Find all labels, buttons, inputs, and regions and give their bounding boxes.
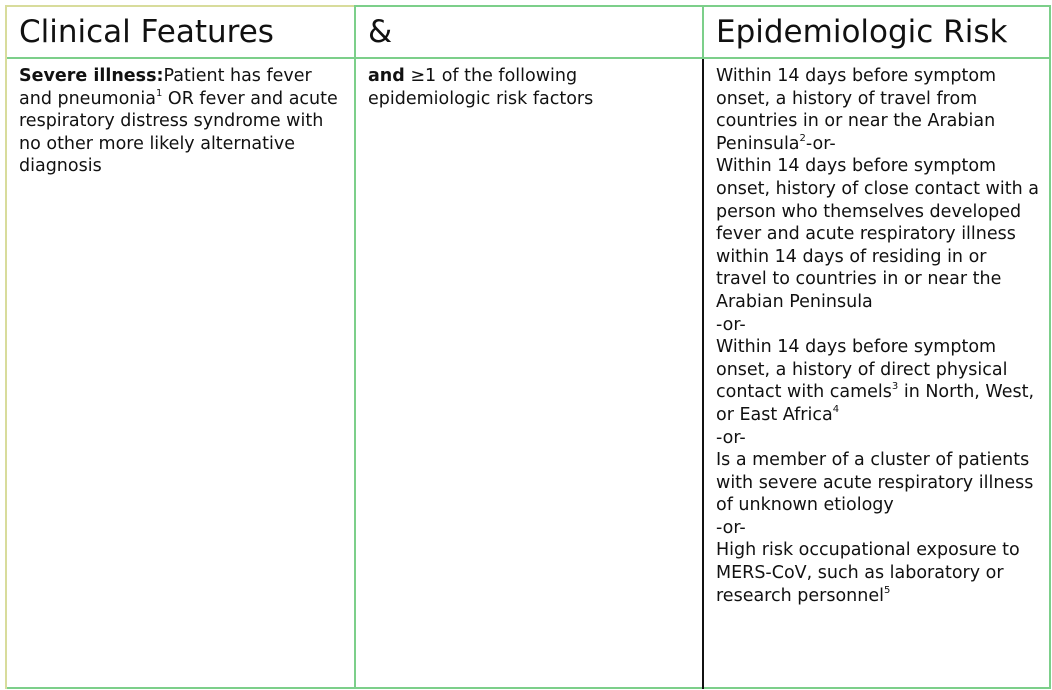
footnote-1: 1 [155, 87, 163, 99]
header-ampersand: & [368, 14, 393, 50]
footnote-5: 5 [883, 584, 891, 596]
epidemiologic-risk-cell [704, 65, 1049, 607]
header-clinical-features: Clinical Features [19, 14, 274, 50]
risk-item-travel-text: Within 14 days before symptom onset, a history of travel from countries in or near the Arabian Peninsula [716, 66, 997, 154]
criteria-rest: ≥1 of the following epidemiologic risk factors [368, 66, 594, 109]
risk-item-occupational-text: High risk occupational exposure to MERS-CoV, such as laboratory or research personnel [716, 540, 1020, 606]
header-divider [5, 57, 1051, 59]
case-definition-table [5, 5, 1051, 689]
risk-item-occupational [716, 539, 1039, 607]
criteria-cell [356, 65, 702, 110]
footnote-3: 3 [891, 381, 899, 393]
risk-item-camels-text-b: in North, West, or East Africa [716, 382, 1035, 425]
risk-or-4: -or- [716, 517, 746, 538]
risk-item-cluster: Is a member of a cluster of patients with severe acute respiratory illness of unknown etiology [716, 450, 1034, 516]
risk-item-camels [716, 336, 1039, 426]
risk-or-2: -or- [716, 314, 746, 335]
clinical-text-a: Patient has fever and pneumonia [19, 66, 312, 109]
footnote-4: 4 [832, 404, 840, 416]
criteria-and-label: and [368, 66, 405, 86]
table-bottom-border [5, 687, 1051, 689]
risk-item-travel [716, 65, 1039, 155]
risk-or-1: -or- [805, 133, 836, 154]
criteria-text [368, 65, 692, 110]
header-epidemiologic-risk: Epidemiologic Risk [716, 14, 1008, 50]
risk-item-close-contact: Within 14 days before symptom onset, history of close contact with a person who themselves developed fever and acute respiratory illness within 14 days of residing in or travel to countries in or near the Arabian Peninsula [716, 156, 1039, 312]
severe-illness-text [19, 65, 344, 178]
severe-illness-label: Severe illness: [19, 66, 164, 86]
table-right-border [1049, 5, 1051, 689]
footnote-2: 2 [799, 132, 806, 144]
clinical-features-cell [7, 65, 354, 178]
clinical-text-b: OR fever and acute respiratory distress syndrome with no other more likely alternative diagnosis [19, 88, 338, 177]
risk-item-camels-text-a: Within 14 days before symptom onset, a history of direct physical contact with camels [716, 337, 1008, 403]
risk-or-3: -or- [716, 427, 746, 448]
